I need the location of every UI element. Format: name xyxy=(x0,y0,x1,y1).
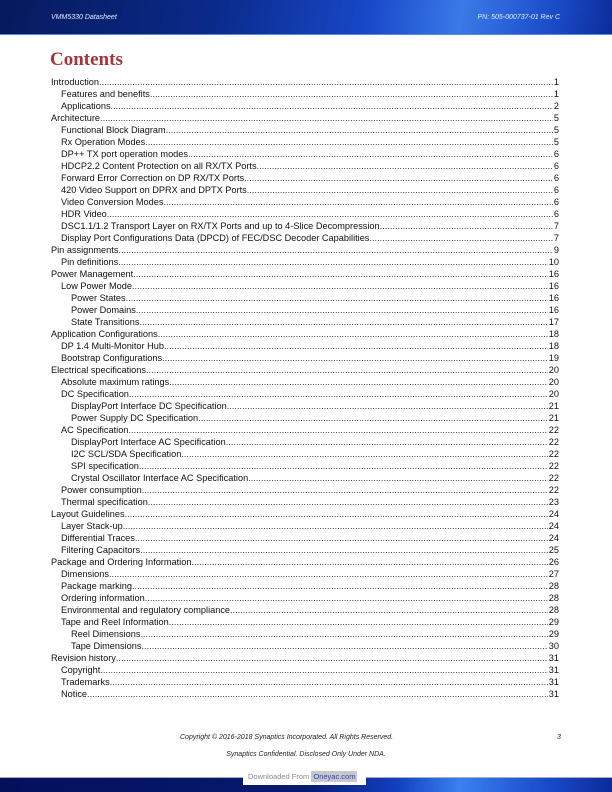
toc-leader-dots xyxy=(135,532,548,544)
toc-entry[interactable] xyxy=(51,148,559,160)
toc-entry-label: Absolute maximum ratings xyxy=(61,377,170,387)
toc-entry[interactable] xyxy=(51,112,559,124)
toc-entry[interactable] xyxy=(51,220,559,232)
toc-entry[interactable] xyxy=(51,364,559,376)
toc-entry[interactable] xyxy=(51,652,559,664)
toc-entry-page: 18 xyxy=(548,329,559,339)
toc-entry[interactable] xyxy=(51,532,559,544)
toc-entry-label: Package and Ordering Information xyxy=(51,557,192,567)
toc-leader-dots xyxy=(163,196,552,208)
download-site-link[interactable]: Oneyac.com xyxy=(313,772,356,781)
toc-entry[interactable] xyxy=(51,664,559,676)
toc-entry[interactable] xyxy=(51,424,559,436)
toc-entry[interactable] xyxy=(51,124,559,136)
toc-entry[interactable] xyxy=(51,640,559,652)
toc-entry[interactable] xyxy=(51,472,559,484)
toc-entry-page: 29 xyxy=(548,629,559,639)
toc-leader-dots xyxy=(191,556,547,568)
toc-entry-label: Tape Dimensions xyxy=(71,641,142,651)
toc-entry[interactable] xyxy=(51,508,559,520)
toc-entry-label: Pin definitions xyxy=(61,257,119,267)
toc-entry-label: Architecture xyxy=(51,113,101,123)
toc-leader-dots xyxy=(100,112,553,124)
toc-entry[interactable] xyxy=(51,100,559,112)
toc-entry-page: 24 xyxy=(548,509,559,519)
toc-entry-page: 29 xyxy=(548,617,559,627)
toc-leader-dots xyxy=(100,664,547,676)
toc-entry-page: 20 xyxy=(548,389,559,399)
toc-leader-dots xyxy=(142,484,548,496)
toc-entry-page: 6 xyxy=(553,173,559,183)
toc-leader-dots xyxy=(181,448,547,460)
toc-leader-dots xyxy=(227,400,548,412)
toc-entry-label: Filtering Capacitors xyxy=(61,545,141,555)
toc-leader-dots xyxy=(162,352,548,364)
toc-leader-dots xyxy=(118,244,552,256)
toc-entry-label: Forward Error Correction on DP RX/TX Ports xyxy=(61,173,245,183)
toc-entry-page: 28 xyxy=(548,605,559,615)
toc-entry-label: DP 1.4 Multi-Monitor Hub xyxy=(61,341,164,351)
toc-entry[interactable] xyxy=(51,544,559,556)
toc-entry-page: 30 xyxy=(548,641,559,651)
footer-confidential: Synaptics Confidential. Disclosed Only Under NDA. xyxy=(226,751,386,758)
page-title: Contents xyxy=(50,49,123,70)
toc-leader-dots xyxy=(198,412,548,424)
toc-leader-dots xyxy=(380,220,553,232)
toc-entry[interactable] xyxy=(51,688,559,700)
toc-entry-label: DP++ TX port operation modes xyxy=(61,149,188,159)
toc-entry[interactable] xyxy=(51,556,559,568)
page-header-banner xyxy=(0,0,612,35)
toc-entry-label: Rx Operation Modes xyxy=(61,137,146,147)
toc-entry[interactable] xyxy=(51,340,559,352)
toc-entry-page: 1 xyxy=(553,77,559,87)
toc-entry-page: 6 xyxy=(553,209,559,219)
toc-entry[interactable] xyxy=(51,568,559,580)
footer-copyright: Copyright © 2016-2018 Synaptics Incorporated. All Rights Reserved. xyxy=(180,734,394,741)
toc-entry-label: Power Supply DC Specification xyxy=(71,413,199,423)
toc-entry-label: Display Port Configurations Data (DPCD) of FEC/DSC Decoder Capabilities xyxy=(61,233,370,243)
toc-leader-dots xyxy=(109,568,548,580)
toc-entry[interactable] xyxy=(51,292,559,304)
toc-entry-page: 22 xyxy=(548,473,559,483)
toc-entry-label: Ordering information xyxy=(61,593,145,603)
toc-leader-dots xyxy=(244,172,553,184)
toc-entry-label: Reel Dimensions xyxy=(71,629,141,639)
toc-leader-dots xyxy=(136,304,548,316)
toc-entry[interactable] xyxy=(51,244,559,256)
toc-entry-page: 6 xyxy=(553,149,559,159)
toc-entry[interactable] xyxy=(51,256,559,268)
toc-entry-label: Applications xyxy=(61,101,111,111)
toc-leader-dots xyxy=(169,616,548,628)
toc-entry-page: 28 xyxy=(548,593,559,603)
toc-entry[interactable] xyxy=(51,328,559,340)
toc-entry-label: HDCP2.2 Content Protection on all RX/TX Ports xyxy=(61,161,257,171)
toc-entry-page: 24 xyxy=(548,533,559,543)
toc-entry-label: Power States xyxy=(71,293,126,303)
toc-entry-page: 31 xyxy=(548,689,559,699)
toc-entry-label: Tape and Reel Information xyxy=(61,617,169,627)
toc-entry-label: 420 Video Support on DPRX and DPTX Ports xyxy=(61,185,247,195)
toc-entry-page: 7 xyxy=(553,233,559,243)
toc-entry[interactable] xyxy=(51,136,559,148)
toc-entry[interactable] xyxy=(51,580,559,592)
toc-entry-label: HDR Video xyxy=(61,209,107,219)
toc-leader-dots xyxy=(164,340,548,352)
toc-entry-page: 6 xyxy=(553,197,559,207)
toc-entry-page: 28 xyxy=(548,581,559,591)
toc-entry-page: 25 xyxy=(548,545,559,555)
toc-leader-dots xyxy=(145,136,553,148)
toc-entry-label: Differential Traces xyxy=(61,533,135,543)
toc-leader-dots xyxy=(107,208,553,220)
toc-entry-label: Notice xyxy=(61,689,88,699)
toc-entry-label: Introduction xyxy=(51,77,100,87)
toc-entry-label: Trademarks xyxy=(61,677,110,687)
toc-leader-dots xyxy=(99,76,553,88)
toc-entry[interactable] xyxy=(51,400,559,412)
toc-leader-dots xyxy=(139,316,547,328)
toc-entry[interactable] xyxy=(51,628,559,640)
toc-entry-label: State Transitions xyxy=(71,317,140,327)
toc-leader-dots xyxy=(129,388,548,400)
toc-entry-page: 24 xyxy=(548,521,559,531)
toc-entry-page: 26 xyxy=(548,557,559,567)
toc-entry-page: 16 xyxy=(548,293,559,303)
toc-entry-label: Functional Block Diagram xyxy=(61,125,166,135)
toc-entry[interactable] xyxy=(51,448,559,460)
toc-entry[interactable] xyxy=(51,436,559,448)
toc-leader-dots xyxy=(140,628,547,640)
table-of-contents xyxy=(51,76,559,700)
toc-entry[interactable] xyxy=(51,484,559,496)
toc-entry-page: 6 xyxy=(553,161,559,171)
toc-entry-label: DC Specification xyxy=(61,389,129,399)
toc-entry[interactable] xyxy=(51,268,559,280)
toc-entry-label: Electrical specifications xyxy=(51,365,146,375)
toc-entry[interactable] xyxy=(51,388,559,400)
toc-entry[interactable] xyxy=(51,208,559,220)
toc-leader-dots xyxy=(230,604,548,616)
toc-entry-page: 31 xyxy=(548,677,559,687)
toc-entry-label: Power Management xyxy=(51,269,134,279)
toc-entry[interactable] xyxy=(51,412,559,424)
toc-entry[interactable] xyxy=(51,496,559,508)
toc-entry[interactable] xyxy=(51,172,559,184)
toc-entry[interactable] xyxy=(51,316,559,328)
toc-entry[interactable] xyxy=(51,352,559,364)
toc-leader-dots xyxy=(126,292,548,304)
toc-leader-dots xyxy=(150,88,553,100)
toc-leader-dots xyxy=(148,496,548,508)
toc-entry-page: 6 xyxy=(553,185,559,195)
toc-entry-label: Layout Guidelines xyxy=(51,509,125,519)
toc-leader-dots xyxy=(226,436,548,448)
toc-leader-dots xyxy=(188,148,553,160)
toc-entry-label: Features and benefits xyxy=(61,89,150,99)
toc-entry[interactable] xyxy=(51,88,559,100)
toc-leader-dots xyxy=(133,268,548,280)
toc-entry[interactable] xyxy=(51,280,559,292)
toc-entry[interactable] xyxy=(51,604,559,616)
toc-entry-page: 17 xyxy=(548,317,559,327)
toc-entry-label: Revision history xyxy=(51,653,116,663)
toc-entry[interactable] xyxy=(51,592,559,604)
toc-leader-dots xyxy=(140,544,548,556)
toc-entry-label: DisplayPort Interface AC Specification xyxy=(71,437,226,447)
toc-entry-label: Crystal Oscillator Interface AC Specification xyxy=(71,473,249,483)
toc-leader-dots xyxy=(128,424,547,436)
toc-entry-page: 22 xyxy=(548,485,559,495)
toc-entry-page: 16 xyxy=(548,281,559,291)
toc-leader-dots xyxy=(166,124,553,136)
toc-entry-label: Pin assignments xyxy=(51,245,119,255)
toc-entry-page: 2 xyxy=(553,101,559,111)
toc-entry-label: SPI specification xyxy=(71,461,139,471)
toc-entry[interactable] xyxy=(51,616,559,628)
toc-entry-label: AC Specification xyxy=(61,425,129,435)
toc-leader-dots xyxy=(145,592,548,604)
toc-leader-dots xyxy=(110,676,548,688)
toc-entry[interactable] xyxy=(51,376,559,388)
toc-entry-page: 16 xyxy=(548,269,559,279)
toc-entry-page: 27 xyxy=(548,569,559,579)
toc-entry-page: 31 xyxy=(548,665,559,675)
toc-leader-dots xyxy=(169,376,548,388)
toc-entry-page: 1 xyxy=(553,89,559,99)
toc-leader-dots xyxy=(158,328,548,340)
toc-entry-page: 22 xyxy=(548,449,559,459)
toc-entry-page: 18 xyxy=(548,341,559,351)
toc-leader-dots xyxy=(146,364,548,376)
toc-entry-label: Thermal specification xyxy=(61,497,148,507)
toc-entry-label: Low Power Mode xyxy=(61,281,132,291)
toc-entry-label: Copyright xyxy=(61,665,101,675)
toc-entry-page: 31 xyxy=(548,653,559,663)
toc-entry-label: Power Domains xyxy=(71,305,136,315)
toc-entry-page: 7 xyxy=(553,221,559,231)
toc-entry-label: Application Configurations xyxy=(51,329,158,339)
toc-entry-label: Bootstrap Configurations xyxy=(61,353,163,363)
toc-entry[interactable] xyxy=(51,676,559,688)
toc-entry-page: 21 xyxy=(548,413,559,423)
toc-leader-dots xyxy=(116,652,548,664)
toc-entry-page: 20 xyxy=(548,365,559,375)
toc-entry-label: I2C SCL/SDA Specification xyxy=(71,449,182,459)
toc-entry-label: Layer Stack-up xyxy=(61,521,123,531)
toc-entry-label: Environmental and regulatory compliance xyxy=(61,605,231,615)
toc-entry-page: 20 xyxy=(548,377,559,387)
toc-leader-dots xyxy=(248,472,548,484)
toc-entry[interactable] xyxy=(51,196,559,208)
toc-entry-page: 22 xyxy=(548,461,559,471)
toc-entry[interactable] xyxy=(51,304,559,316)
toc-entry[interactable] xyxy=(51,232,559,244)
toc-leader-dots xyxy=(132,580,548,592)
download-notice xyxy=(243,771,366,785)
toc-entry-label: Video Conversion Modes xyxy=(61,197,164,207)
toc-entry-label: Dimensions xyxy=(61,569,109,579)
toc-entry-page: 10 xyxy=(548,257,559,267)
part-number: PN: 505-000737-01 Rev C xyxy=(477,14,560,21)
toc-entry-label: DisplayPort Interface DC Specification xyxy=(71,401,227,411)
toc-entry-page: 19 xyxy=(548,353,559,363)
toc-leader-dots xyxy=(125,508,548,520)
toc-entry-page: 9 xyxy=(553,245,559,255)
toc-leader-dots xyxy=(141,640,547,652)
toc-entry-page: 5 xyxy=(553,137,559,147)
toc-leader-dots xyxy=(118,256,548,268)
toc-leader-dots xyxy=(247,184,553,196)
toc-leader-dots xyxy=(257,160,553,172)
toc-entry-label: Package marking xyxy=(61,581,132,591)
toc-leader-dots xyxy=(132,280,548,292)
footer-page-number: 3 xyxy=(557,734,561,741)
toc-entry[interactable] xyxy=(51,76,559,88)
download-prefix: Downloaded From xyxy=(248,772,310,781)
toc-entry-page: 22 xyxy=(548,437,559,447)
toc-entry[interactable] xyxy=(51,160,559,172)
toc-entry-page: 5 xyxy=(553,125,559,135)
toc-entry[interactable] xyxy=(51,184,559,196)
toc-leader-dots xyxy=(369,232,552,244)
toc-entry-page: 23 xyxy=(548,497,559,507)
toc-entry-page: 5 xyxy=(553,113,559,123)
document-title: VMM5330 Datasheet xyxy=(51,14,117,21)
toc-entry-label: DSC1.1/1.2 Transport Layer on RX/TX Ports and up to 4-Slice Decompression xyxy=(61,221,380,231)
toc-entry-page: 21 xyxy=(548,401,559,411)
toc-leader-dots xyxy=(123,520,548,532)
toc-entry-label: Power consumption xyxy=(61,485,142,495)
toc-entry-page: 16 xyxy=(548,305,559,315)
toc-entry[interactable] xyxy=(51,520,559,532)
toc-entry-page: 22 xyxy=(548,425,559,435)
toc-leader-dots xyxy=(111,100,553,112)
toc-entry[interactable] xyxy=(51,460,559,472)
toc-leader-dots xyxy=(139,460,548,472)
toc-leader-dots xyxy=(87,688,548,700)
